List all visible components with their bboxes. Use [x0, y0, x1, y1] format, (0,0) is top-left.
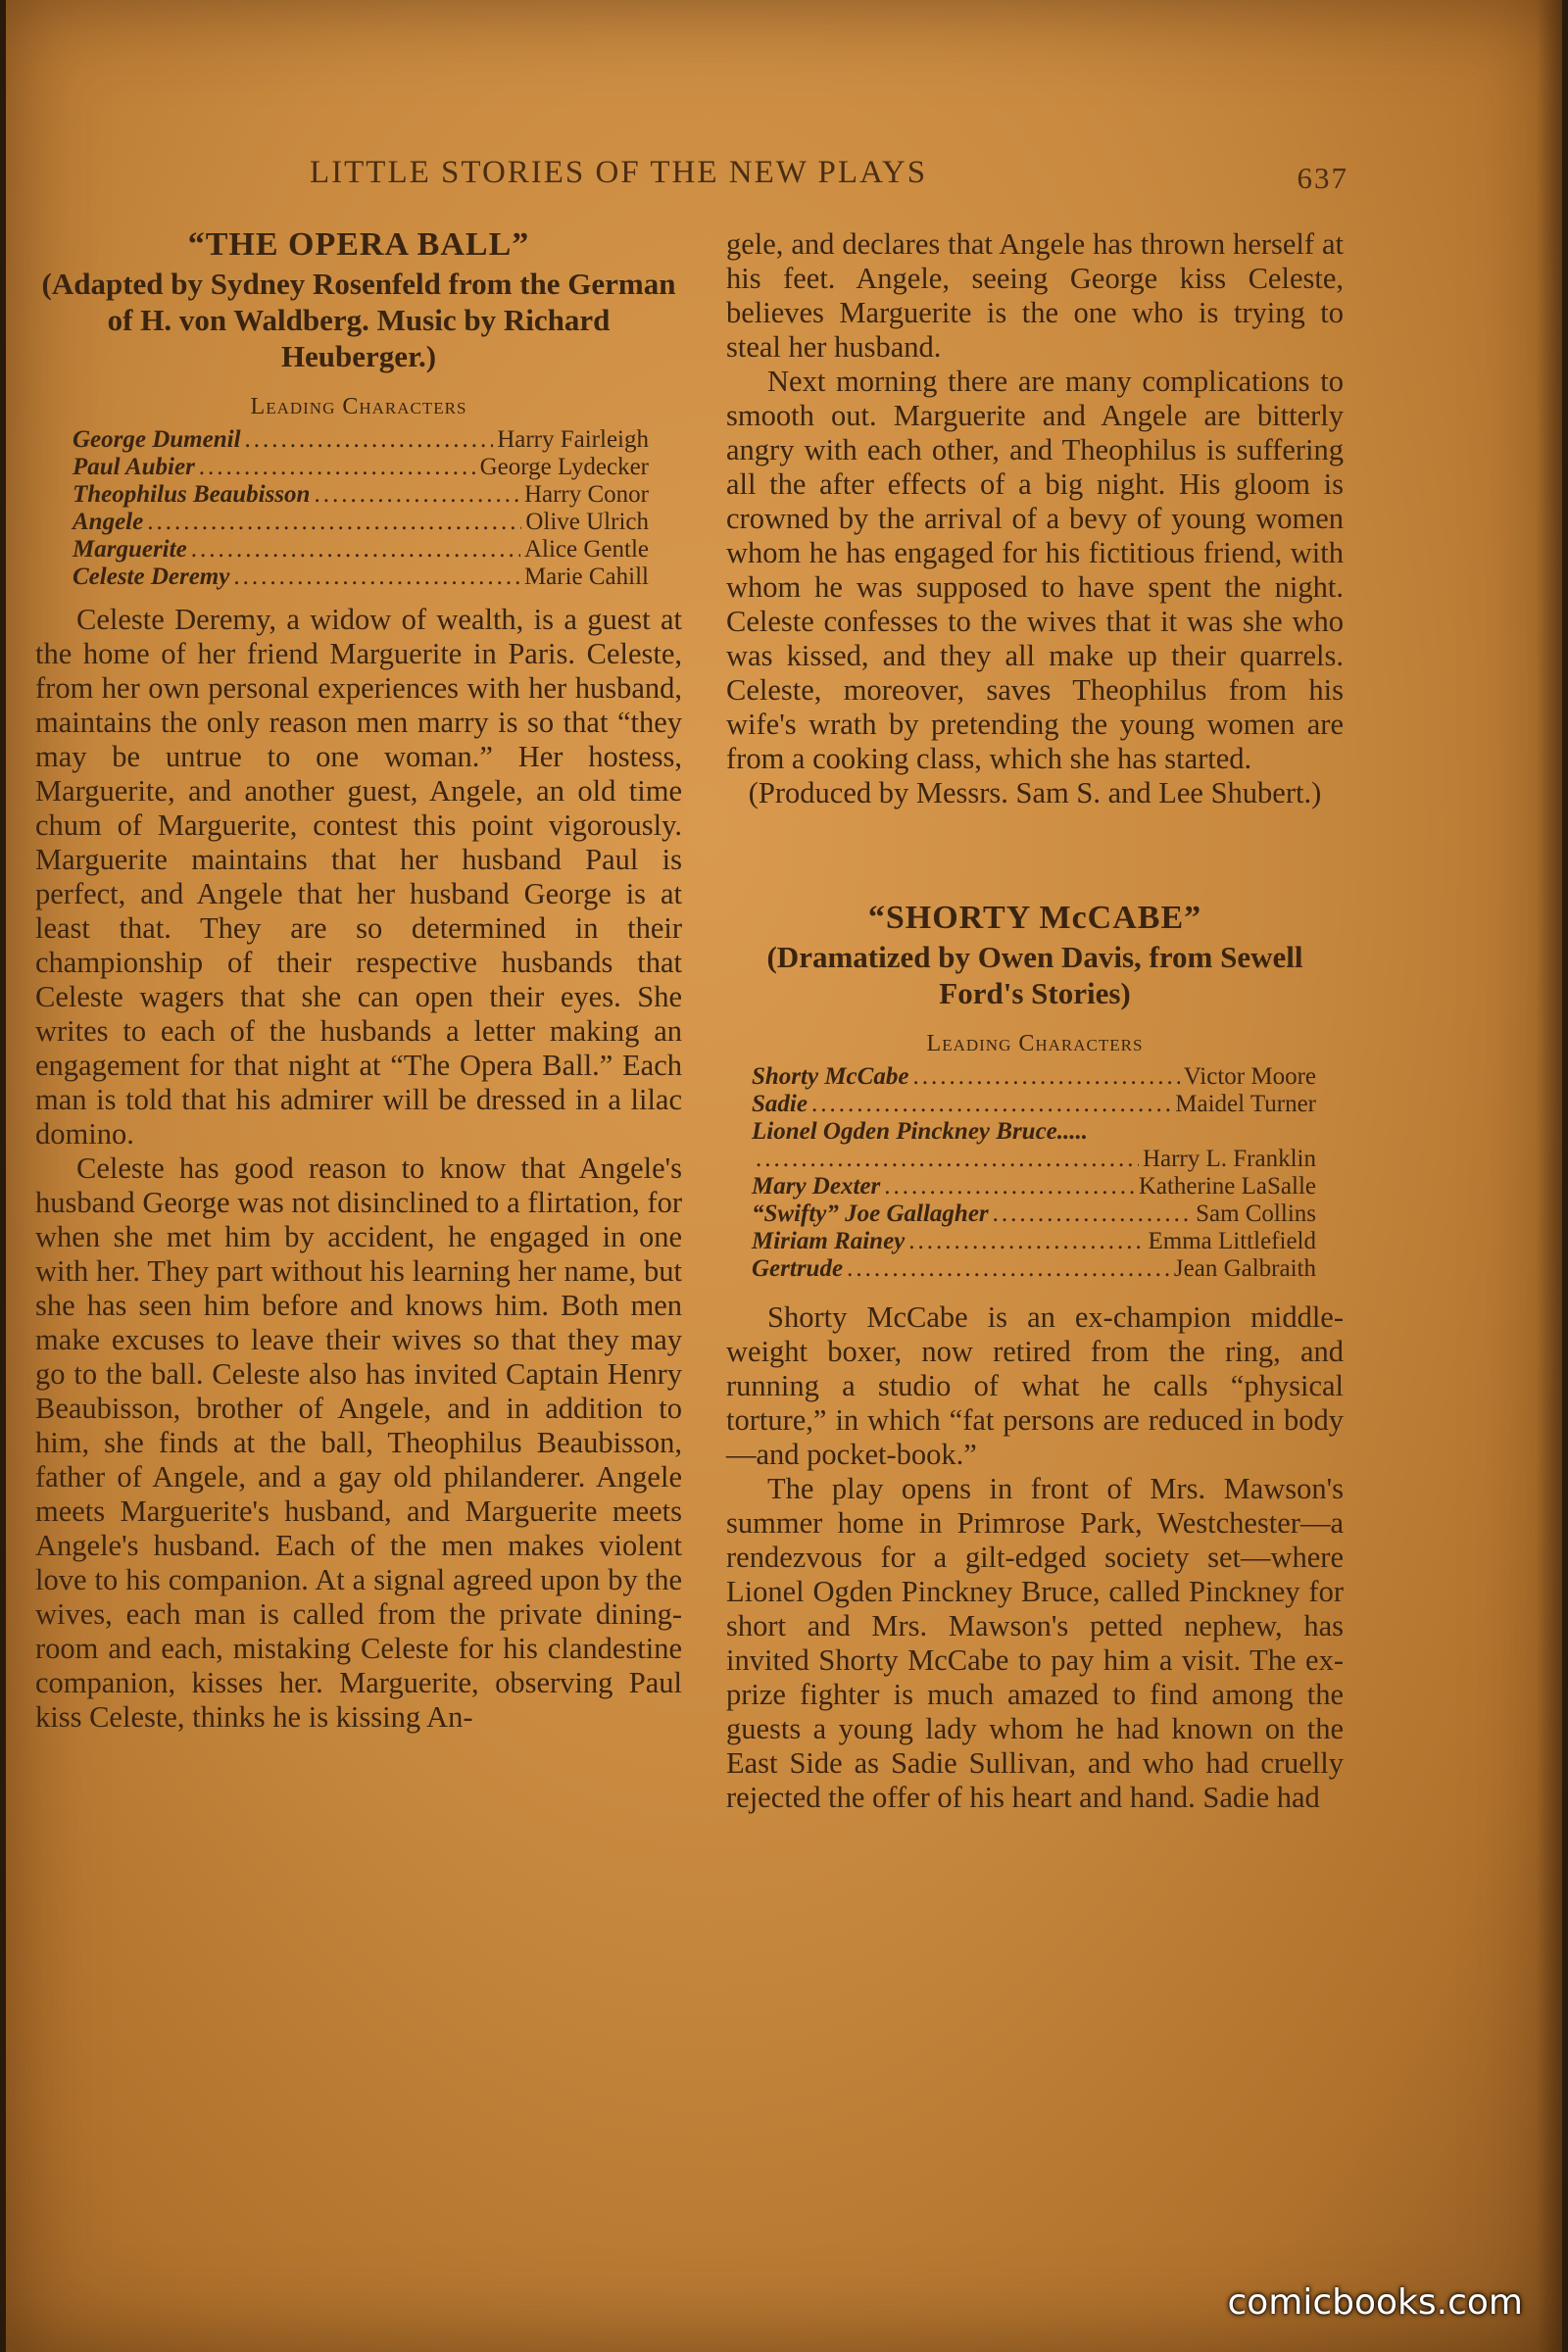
cast-row: Shorty McCabe ..... Victor Moore	[752, 1063, 1316, 1091]
opera-ball-paragraph: Next morning there are many complications to smooth out. Marguerite and Angele are bitterly angry with each other, and Theophilus is suffering all the after effects of a big night. His gloom is crowned by the arrival of a bevy of young women whom he has engaged for his fictitious friend, with whom he was supposed to have spent the night. Celeste confesses to the wives that it was she who was kissed, and they all make up their quarrels. Celeste, moreover, saves Theophilus from his wife's wrath by pretending the young women are from a cooking class, which she has started.	[726, 365, 1344, 775]
opera-ball-credit: (Adapted by Sydney Rosenfeld from the German of H. von Waldberg. Music by Richard Heuberger.)	[41, 267, 676, 373]
opera-ball-paragraph: Celeste has good reason to know that Angele's husband George was not disinclined to a flirtation, for when she met him by accident, he engaged in one with her. They part without his learning her name, but she has seen him before and knows him. Both men make excuses to leave their wives so that they may go to the ball. Celeste also has invited Captain Henry Beaubisson, brother of Angele, and in addition to him, she finds at the ball, Theophilus Beaubisson, father of Angele, and a gay old philanderer. Angele meets Marguerite's husband, and Marguerite meets Angele's husband. Each of the men makes violent love to his companion. At a signal agreed upon by the wives, each man is called from the private dining-room and each, mistaking Celeste for his clandestine companion, kisses her. Marguerite, observing Paul kiss Celeste, thinks he is kissing An-	[35, 1152, 682, 1734]
cast-row: Lionel Ogden Pinckney Bruce.....	[752, 1118, 1089, 1145]
right-column	[726, 227, 1344, 1815]
shorty-title: “SHORTY McCABE”	[867, 900, 1202, 936]
page-number: 637	[1297, 161, 1348, 195]
magazine-page	[6, 0, 1562, 2352]
site-watermark: comicbooks.com	[1227, 2282, 1523, 2323]
opera-ball-paragraph: Celeste Deremy, a widow of wealth, is a guest at the home of her friend Marguerite in Paris. Celeste, from her own personal experiences with her husband, maintains the only reason men marry is so that “they may be untrue to one woman.” Her hostess, Marguerite, and another guest, Angele, an old time chum of Marguerite, contest this point vigorously. Marguerite maintains that her husband Paul is perfect, and Angele that her husband George is at least that. They are so determined in their championship of their respective husbands that Celeste wagers that she can open their eyes. She writes to each of the husbands a letter making an engagement for that night at “The Opera Ball.” Each man is told that his admirer will be dressed in a lilac domino.	[35, 603, 682, 1151]
cast-row: Celeste Deremy ..... Marie Cahill	[73, 564, 649, 591]
cast-row: Paul Aubier ..... George Lydecker	[73, 454, 649, 481]
shorty-paragraph: Shorty McCabe is an ex-champion middle-weight boxer, now retired from the ring, and running a studio of what he calls “physical torture,” in which “fat persons are reduced in body—and pocket-book.”	[726, 1300, 1344, 1471]
shorty-cast-list	[752, 1063, 1316, 1283]
cast-row: Mary Dexter ..... Katherine LaSalle	[752, 1173, 1316, 1200]
shorty-leading-characters-label: Leading Characters	[926, 1031, 1144, 1056]
shorty-paragraph: The play opens in front of Mrs. Mawson's summer home in Primrose Park, Westchester—a rendezvous for a gilt-edged society set—where Lionel Ogden Pinckney Bruce, called Pinckney for short and Mrs. Mawson's petted nephew, has invited Shorty McCabe to pay him a visit. The ex-prize fighter is much amazed to find among the guests a young lady whom he had known on the East Side as Sadie Sullivan, and who had cruelly rejected the offer of his heart and hand. Sadie had	[726, 1472, 1344, 1814]
cast-row: Marguerite ..... Alice Gentle	[73, 536, 649, 564]
page-header	[310, 155, 1348, 204]
cast-row: Miriam Rainey ..... Emma Littlefield	[752, 1228, 1316, 1255]
cast-row: Theophilus Beaubisson ..... Harry Conor	[73, 481, 649, 509]
page-edge-shadow	[1537, 0, 1562, 2352]
cast-row: “Swifty” Joe Gallagher ..... Sam Collins	[752, 1200, 1316, 1228]
shorty-credit: (Dramatized by Owen Davis, from Sewell Ford's Stories)	[766, 940, 1303, 1010]
cast-row: Gertrude ..... Jean Galbraith	[752, 1255, 1316, 1283]
opera-ball-leading-characters-label: Leading Characters	[250, 394, 467, 419]
opera-ball-paragraph-continued: gele, and declares that Angele has thrown herself at his feet. Angele, seeing George kiss Celeste, believes Marguerite is the one who is trying to steal her husband.	[726, 227, 1344, 364]
cast-row: George Dumenil ..... Harry Fairleigh	[73, 426, 649, 454]
cast-row: Angele ..... Olive Ulrich	[73, 509, 649, 536]
cast-row: Sadie ..... Maidel Turner	[752, 1091, 1316, 1118]
opera-ball-title: “THE OPERA BALL”	[187, 226, 530, 263]
cast-row: ..... Harry L. Franklin	[752, 1146, 1316, 1173]
opera-ball-producer: (Produced by Messrs. Sam S. and Lee Shubert.)	[748, 776, 1322, 809]
running-title: LITTLE STORIES OF THE NEW PLAYS	[310, 155, 928, 190]
left-column	[35, 227, 682, 1735]
opera-ball-cast-list	[73, 426, 649, 591]
